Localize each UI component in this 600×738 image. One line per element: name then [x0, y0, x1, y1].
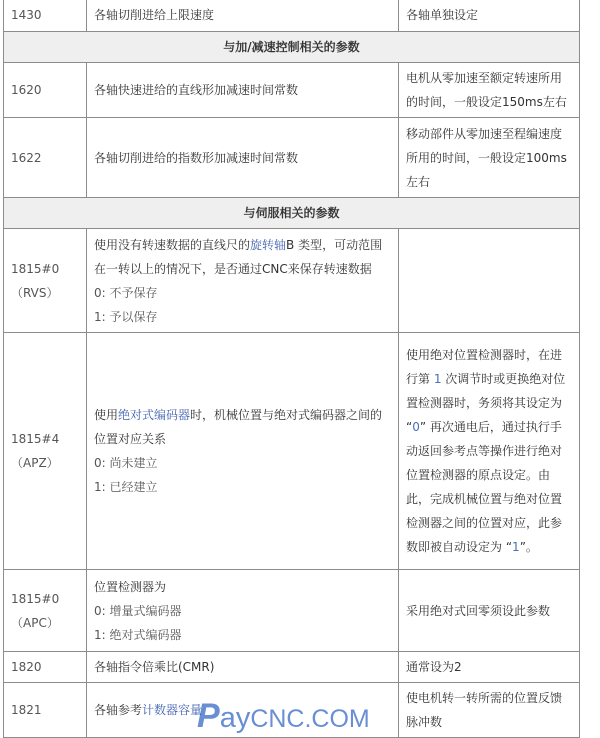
param-description: 各轴指令倍乘比(CMR)	[87, 652, 399, 683]
note-line: 使电机转一转所需的位置反馈	[406, 691, 563, 705]
note-line: 左右	[406, 174, 431, 189]
table-row	[4, 652, 580, 683]
option-line: 1: 已经建立	[94, 480, 158, 494]
note-line: 脉冲数	[406, 715, 443, 729]
param-number: 1820	[4, 652, 87, 683]
param-description	[87, 333, 399, 570]
param-note: 各轴单独设定	[399, 0, 580, 32]
param-number: 1815#4（APZ）	[4, 333, 87, 570]
option-line: 1: 予以保存	[94, 309, 158, 324]
table-row	[4, 63, 580, 118]
note-line: 电机从零加速至额定转速所用	[406, 71, 563, 85]
param-note: 通常设为2	[399, 652, 580, 683]
table-row	[4, 0, 580, 32]
counter-capacity-link[interactable]: 计数器容量	[142, 703, 203, 717]
param-number: 1430	[4, 0, 87, 32]
param-note	[399, 63, 580, 118]
param-number: 1815#0（APC）	[4, 570, 87, 652]
table-row	[4, 118, 580, 198]
param-note	[399, 229, 580, 333]
param-description	[87, 229, 399, 333]
param-note: 采用绝对式回零须设此参数	[399, 570, 580, 652]
rotary-axis-link[interactable]: 旋转轴	[250, 237, 287, 252]
section-header-row	[4, 198, 580, 229]
note-line: 移动部件从零加速至程编速度	[406, 126, 563, 141]
section-title: 与加/减速控制相关的参数	[4, 32, 580, 63]
parameter-table	[3, 0, 580, 738]
description-text: 使用没有转速数据的直线尺的旋转轴B 类型，可动范围在一转以上的情况下，是否通过CNC来保存转速数据	[94, 237, 383, 276]
option-line: 0: 增量式编码器	[94, 603, 182, 618]
param-description: 各轴切削进给上限速度	[87, 0, 399, 32]
param-description: 各轴快速进给的直线形加减速时间常数	[87, 63, 399, 118]
description-text: 使用绝对式编码器时，机械位置与绝对式编码器之间的位置对应关系	[94, 408, 383, 446]
param-description: 各轴参考计数器容量	[87, 683, 399, 738]
paycnc-watermark: PayCNC.COM	[197, 697, 370, 735]
param-number: 1821	[4, 683, 87, 738]
param-note	[399, 118, 580, 198]
param-description	[87, 570, 399, 652]
description-text: 位置检测器为	[94, 579, 167, 594]
section-title: 与伺服相关的参数	[4, 198, 580, 229]
table-row	[4, 570, 580, 652]
note-line: 所用的时间，一般设定100ms	[406, 150, 567, 165]
param-number: 1622	[4, 118, 87, 198]
param-note: 使用绝对位置检测器时，在进行第 1 次调节时或更换绝对位置检测器时，务须将其设定为 “0” 再次通电后，通过执行手动返回参考点等操作进行绝对位置检测器的原点设定。由此，完成机械位置与绝对位置检测器之间的位置对应，此参数即被自动设定为 “1”。	[399, 333, 580, 570]
param-description: 各轴切削进给的指数形加减速时间常数	[87, 118, 399, 198]
param-number: 1620	[4, 63, 87, 118]
note-line: 的时间，一般设定150ms左右	[406, 95, 567, 109]
param-note	[399, 683, 580, 738]
table-row	[4, 333, 580, 570]
option-line: 0: 尚未建立	[94, 456, 158, 470]
section-header-row	[4, 32, 580, 63]
param-number: 1815#0（RVS）	[4, 229, 87, 333]
option-line: 0: 不予保存	[94, 285, 158, 300]
table-row	[4, 229, 580, 333]
option-line: 1: 绝对式编码器	[94, 627, 182, 642]
absolute-encoder-link[interactable]: 绝对式编码器	[118, 408, 191, 422]
